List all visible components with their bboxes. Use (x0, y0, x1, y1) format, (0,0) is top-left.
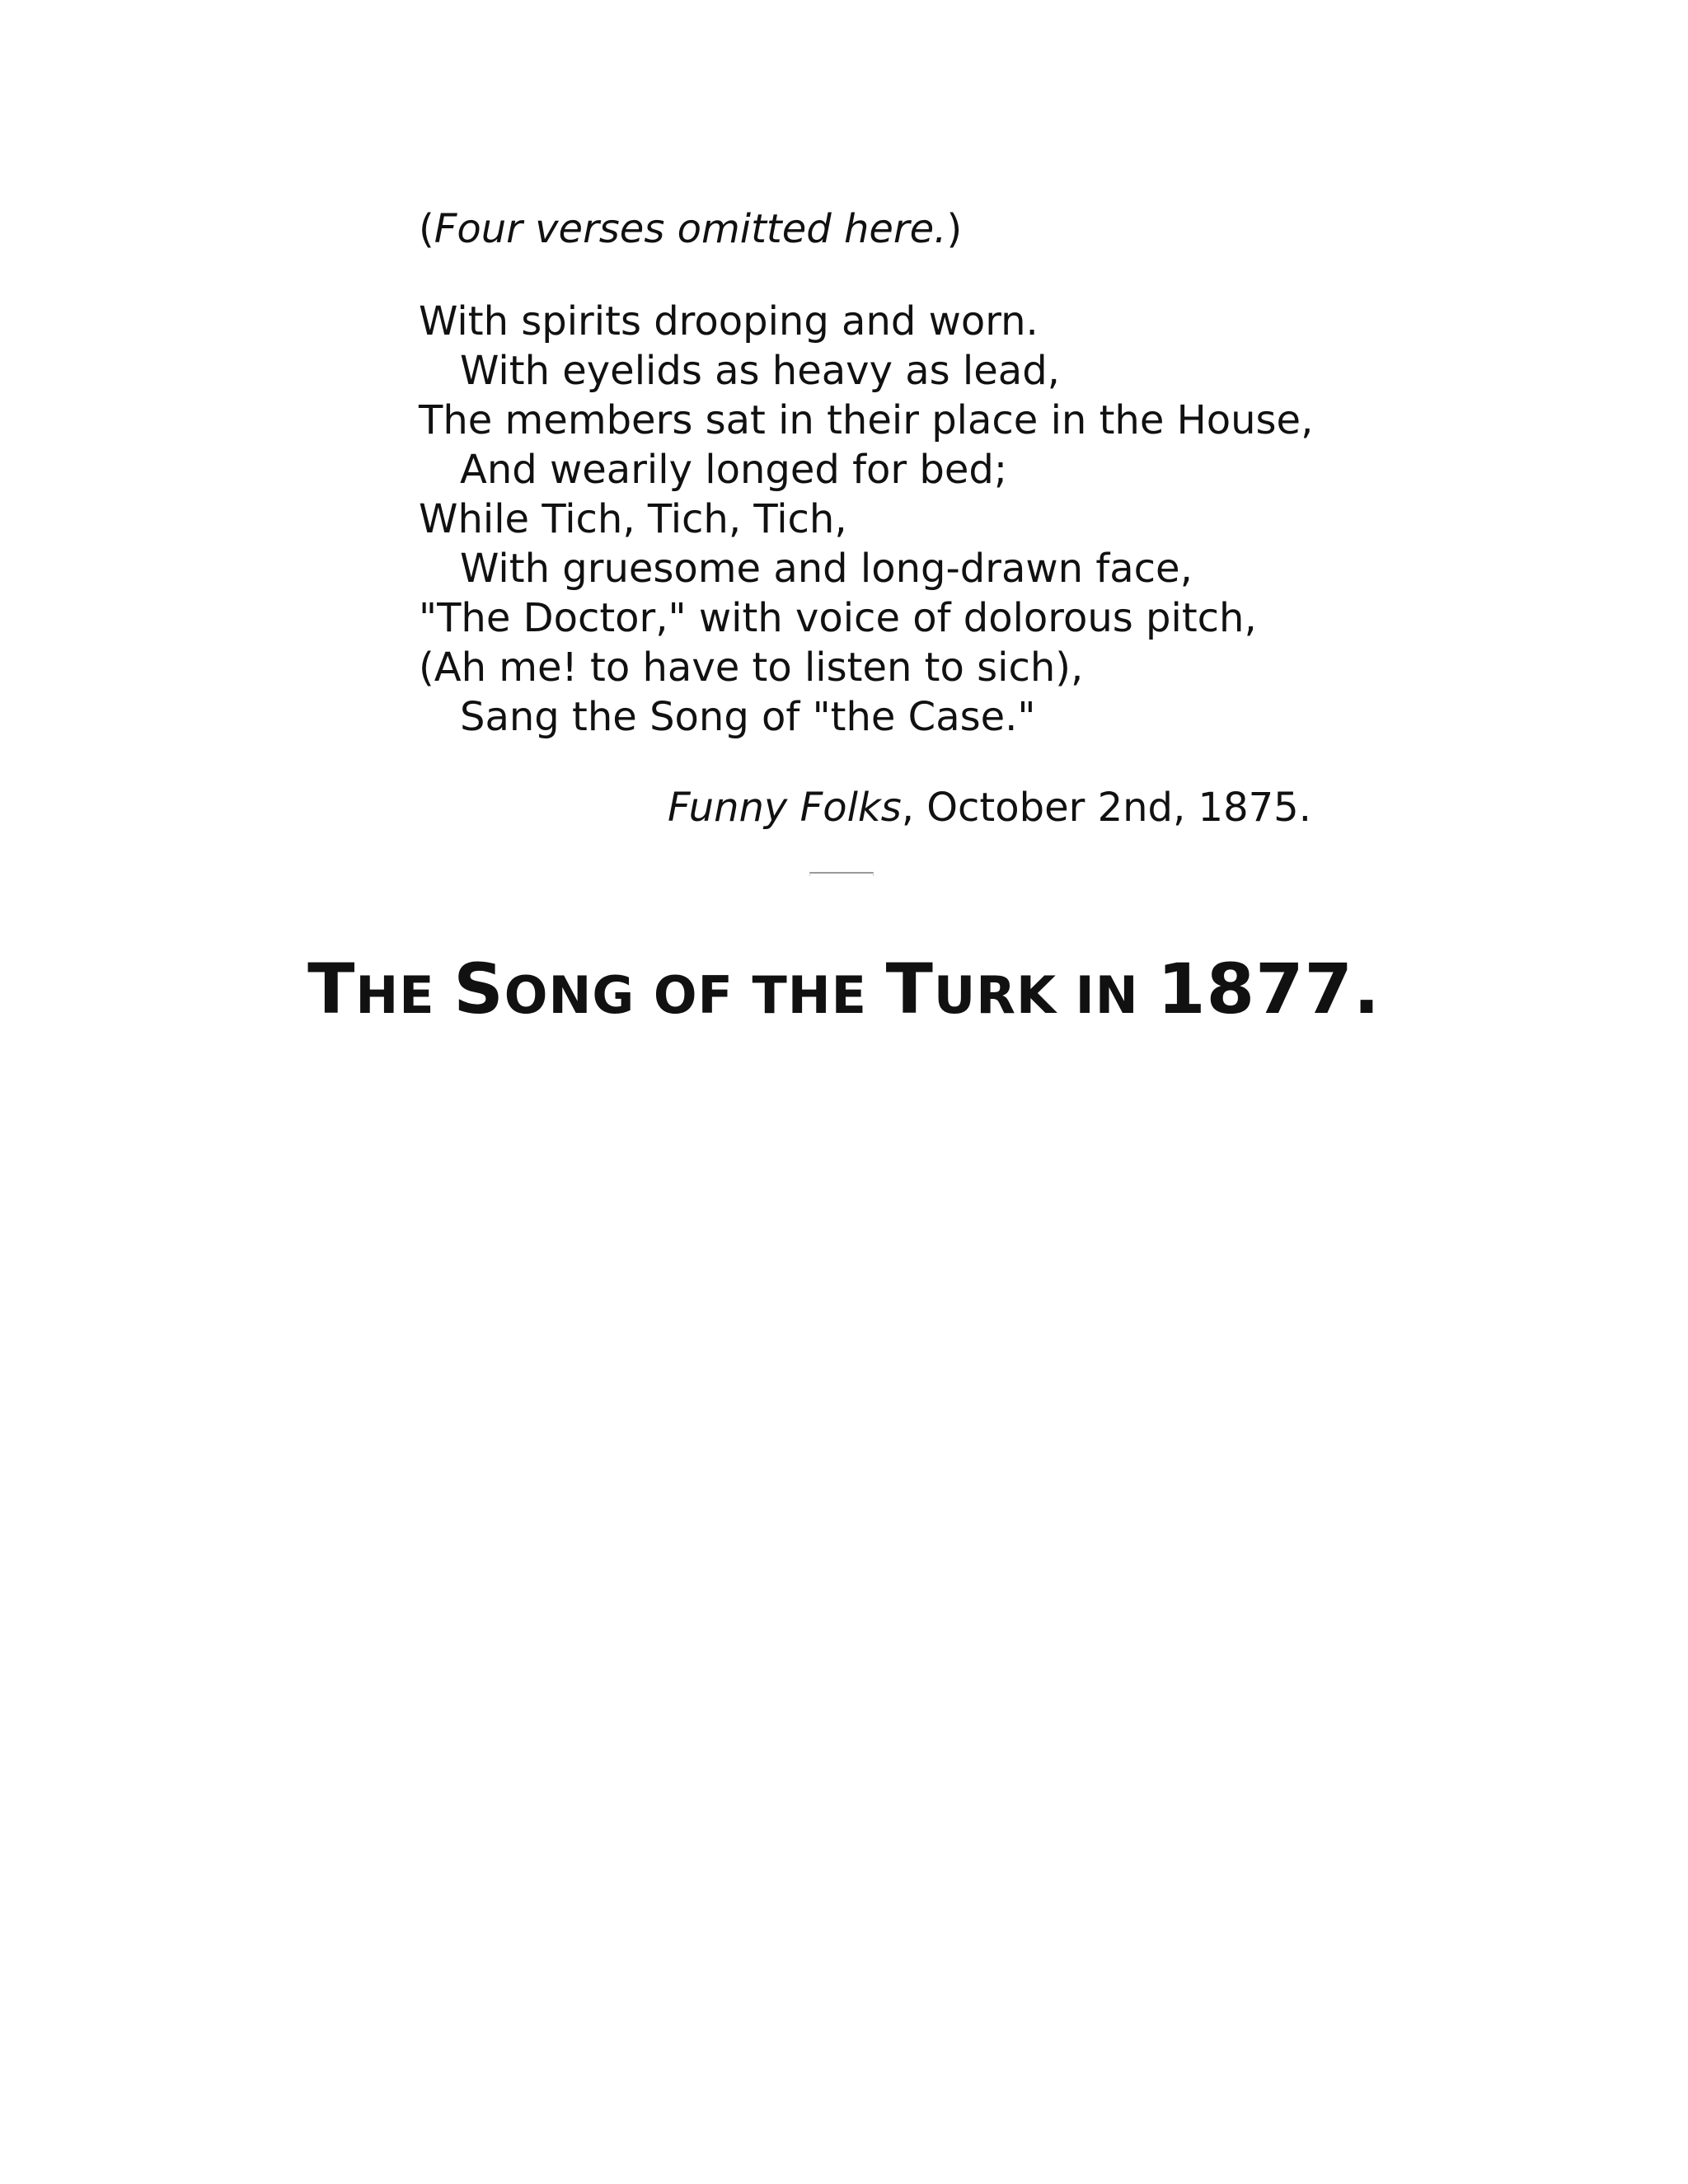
title-part: ONG OF THE (504, 965, 886, 1025)
section-divider (809, 872, 874, 876)
title-part: HE (355, 965, 454, 1025)
title-part: S (453, 949, 504, 1029)
title-part: T (885, 949, 934, 1029)
poem-line: With gruesome and long-drawn face, (460, 546, 1193, 592)
poem-line: While Tich, Tich, Tich, (419, 496, 847, 542)
title-part: URK IN (933, 965, 1158, 1025)
poem-line: With spirits drooping and worn. (419, 298, 1039, 344)
poem-line: (Ah me! to have to listen to sich), (419, 644, 1084, 691)
note-open-paren: ( (419, 206, 434, 252)
note-close-paren: ) (946, 206, 963, 252)
poem-line: "The Doctor," with voice of dolorous pitch, (419, 595, 1257, 641)
omission-note (419, 204, 962, 254)
poem-stanza (419, 297, 1313, 742)
note-italic-text: Four verses omitted here. (434, 206, 947, 252)
poem-line: The members sat in their place in the House, (419, 397, 1314, 443)
title-part: T (307, 949, 356, 1029)
poem-attribution (668, 783, 1311, 832)
poem-line: With eyelids as heavy as lead, (460, 348, 1060, 394)
section-title (0, 948, 1688, 1037)
title-part: 1877. (1157, 949, 1381, 1029)
poem-line: And wearily longed for bed; (460, 447, 1008, 493)
poem-line: Sang the Song of "the Case." (460, 694, 1036, 740)
attribution-date: , October 2nd, 1875. (901, 785, 1311, 831)
attribution-source: Funny Folks (668, 785, 902, 831)
